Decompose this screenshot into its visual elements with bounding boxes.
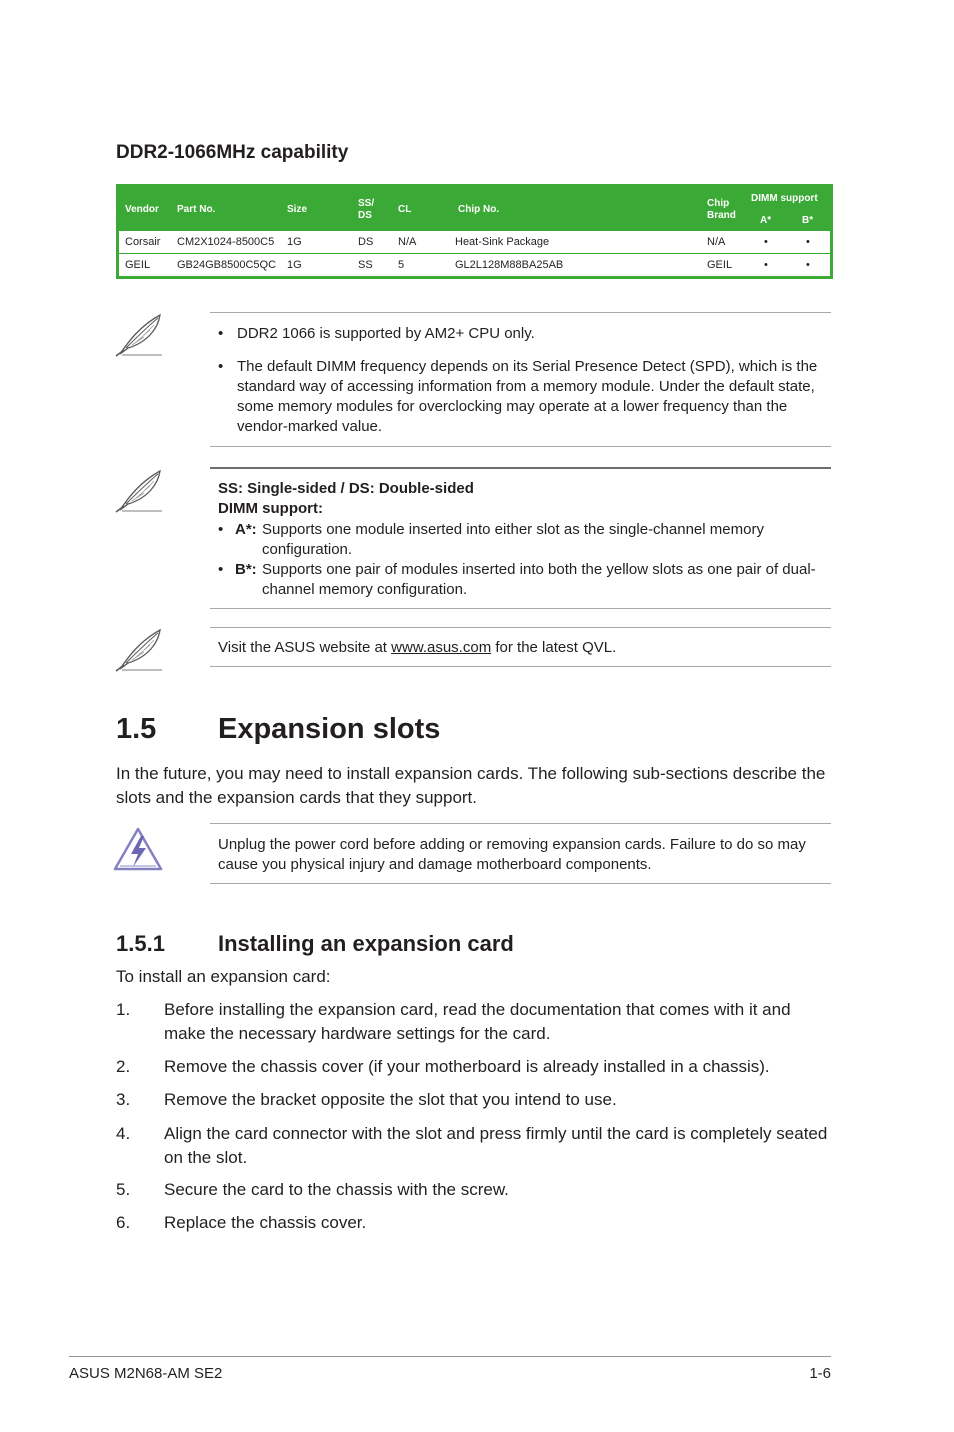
note-2-top-rule — [210, 467, 831, 469]
step-number: 4. — [116, 1124, 131, 1143]
cell-a: • — [764, 259, 768, 271]
note-2-text-a: Supports one module inserted into either slot as the single-channel memory configuration. — [262, 521, 764, 558]
cell-size: 1G — [287, 259, 302, 271]
col-header-ss-ds-1: SS/ — [358, 198, 375, 209]
warning-bottom-rule — [210, 883, 831, 884]
note-feather-icon — [114, 627, 166, 678]
step-text: Before installing the expansion card, read the documentation that comes with it and make the necessary hardware settings for the card. — [164, 1000, 791, 1043]
note-1-text: The default DIMM frequency depends on its Serial Presence Detect (SPD), which is the standard way of accessing information from a memory module. Under the default state, some memory modules for overclocking may operate at a lower frequency than the vendor-marked value. — [237, 358, 818, 435]
col-header-vendor: Vendor — [125, 204, 159, 215]
bullet: • — [218, 521, 224, 538]
note-feather-icon — [114, 468, 166, 519]
cell-chip-brand: N/A — [707, 236, 726, 248]
cell-vendor: Corsair — [125, 236, 161, 248]
step-text: Remove the bracket opposite the slot that you intend to use. — [164, 1090, 617, 1109]
col-header-b: B* — [802, 215, 814, 226]
cell-chip-brand: GEIL — [707, 259, 733, 271]
bullet: • — [218, 561, 224, 578]
footer-page-number: 1-6 — [809, 1365, 831, 1382]
footer-product-name: ASUS M2N68-AM SE2 — [69, 1365, 223, 1382]
note-3-bottom-rule — [210, 666, 831, 667]
step-number: 5. — [116, 1180, 131, 1199]
table-row — [119, 231, 830, 253]
warning-lightning-icon — [112, 826, 164, 877]
note-3-suffix: for the latest QVL. — [491, 639, 617, 656]
section-number: 1.5.1 — [116, 931, 165, 956]
section-title-ddr2: DDR2-1066MHz capability — [116, 142, 349, 163]
col-header-chip-brand-2: Brand — [707, 210, 736, 221]
note-2-line-1: SS: Single-sided / DS: Double-sided — [218, 480, 474, 497]
note-feather-icon — [114, 312, 166, 363]
note-1-text: DDR2 1066 is supported by AM2+ CPU only. — [237, 325, 535, 342]
note-3-prefix: Visit the ASUS website at — [218, 639, 392, 656]
note-3-text — [218, 638, 616, 658]
table-row — [119, 253, 830, 276]
cell-ss-ds: DS — [358, 236, 374, 248]
note-2-label-b: B*: — [235, 561, 257, 578]
cell-size: 1G — [287, 236, 302, 248]
section-1-5-intro: In the future, you may need to install expansion cards. The following sub-sections describe the slots and the expansion cards that they support. — [116, 764, 826, 807]
col-header-chip-brand-1: Chip — [707, 198, 730, 209]
step-text: Remove the chassis cover (if your motherboard is already installed in a chassis). — [164, 1057, 770, 1076]
cell-a: • — [764, 236, 768, 248]
note-2-label-a: A*: — [235, 521, 257, 538]
cell-cl: 5 — [398, 259, 405, 271]
warning-text: Unplug the power cord before adding or removing expansion cards. Failure to do so may cause you physical injury and damage motherboard components. — [218, 836, 806, 873]
bullet: • — [218, 325, 224, 342]
cell-part-no: GB24GB8500C5QC — [177, 259, 277, 271]
step-number: 2. — [116, 1057, 131, 1076]
cell-chip-no: GL2L128M88BA25AB — [455, 259, 564, 271]
cell-chip-no: Heat-Sink Package — [455, 236, 550, 248]
install-lead: To install an expansion card: — [116, 967, 331, 986]
col-header-ss-ds-2: DS — [358, 210, 372, 221]
note-2-bottom-rule — [210, 608, 831, 609]
col-header-dimm-support: DIMM support — [751, 193, 818, 204]
asus-website-link[interactable]: www.asus.com — [391, 639, 492, 656]
col-header-chip-no: Chip No. — [458, 204, 500, 215]
qvl-table — [116, 184, 833, 279]
col-header-a: A* — [760, 215, 772, 226]
qvl-table-header — [116, 184, 833, 231]
step-text: Secure the card to the chassis with the screw. — [164, 1180, 509, 1199]
note-2-text-b: Supports one pair of modules inserted into both the yellow slots as one pair of dual-channel memory configuration. — [262, 561, 816, 598]
col-header-cl: CL — [398, 204, 412, 215]
bullet: • — [218, 358, 224, 375]
step-text: Align the card connector with the slot and press firmly until the card is completely seated on the slot. — [164, 1124, 828, 1167]
note-1-top-rule — [210, 312, 831, 313]
step-number: 3. — [116, 1090, 131, 1109]
section-title: Installing an expansion card — [218, 931, 514, 956]
step-text: Replace the chassis cover. — [164, 1213, 367, 1232]
cell-b: • — [806, 259, 810, 271]
note-3-top-rule — [210, 627, 831, 628]
cell-b: • — [806, 236, 810, 248]
note-1-bottom-rule — [210, 446, 831, 447]
step-number: 1. — [116, 1000, 131, 1019]
cell-vendor: GEIL — [125, 259, 151, 271]
section-title: Expansion slots — [218, 713, 441, 745]
cell-cl: N/A — [398, 236, 417, 248]
cell-part-no: CM2X1024-8500C5 — [177, 236, 275, 248]
col-header-size: Size — [287, 204, 308, 215]
col-header-part-no: Part No. — [177, 204, 216, 215]
footer-rule — [69, 1356, 831, 1357]
warning-top-rule — [210, 823, 831, 824]
step-number: 6. — [116, 1213, 131, 1232]
note-2-line-2: DIMM support: — [218, 500, 323, 517]
qvl-table-body — [119, 231, 830, 276]
cell-ss-ds: SS — [358, 259, 373, 271]
section-number: 1.5 — [116, 713, 157, 745]
